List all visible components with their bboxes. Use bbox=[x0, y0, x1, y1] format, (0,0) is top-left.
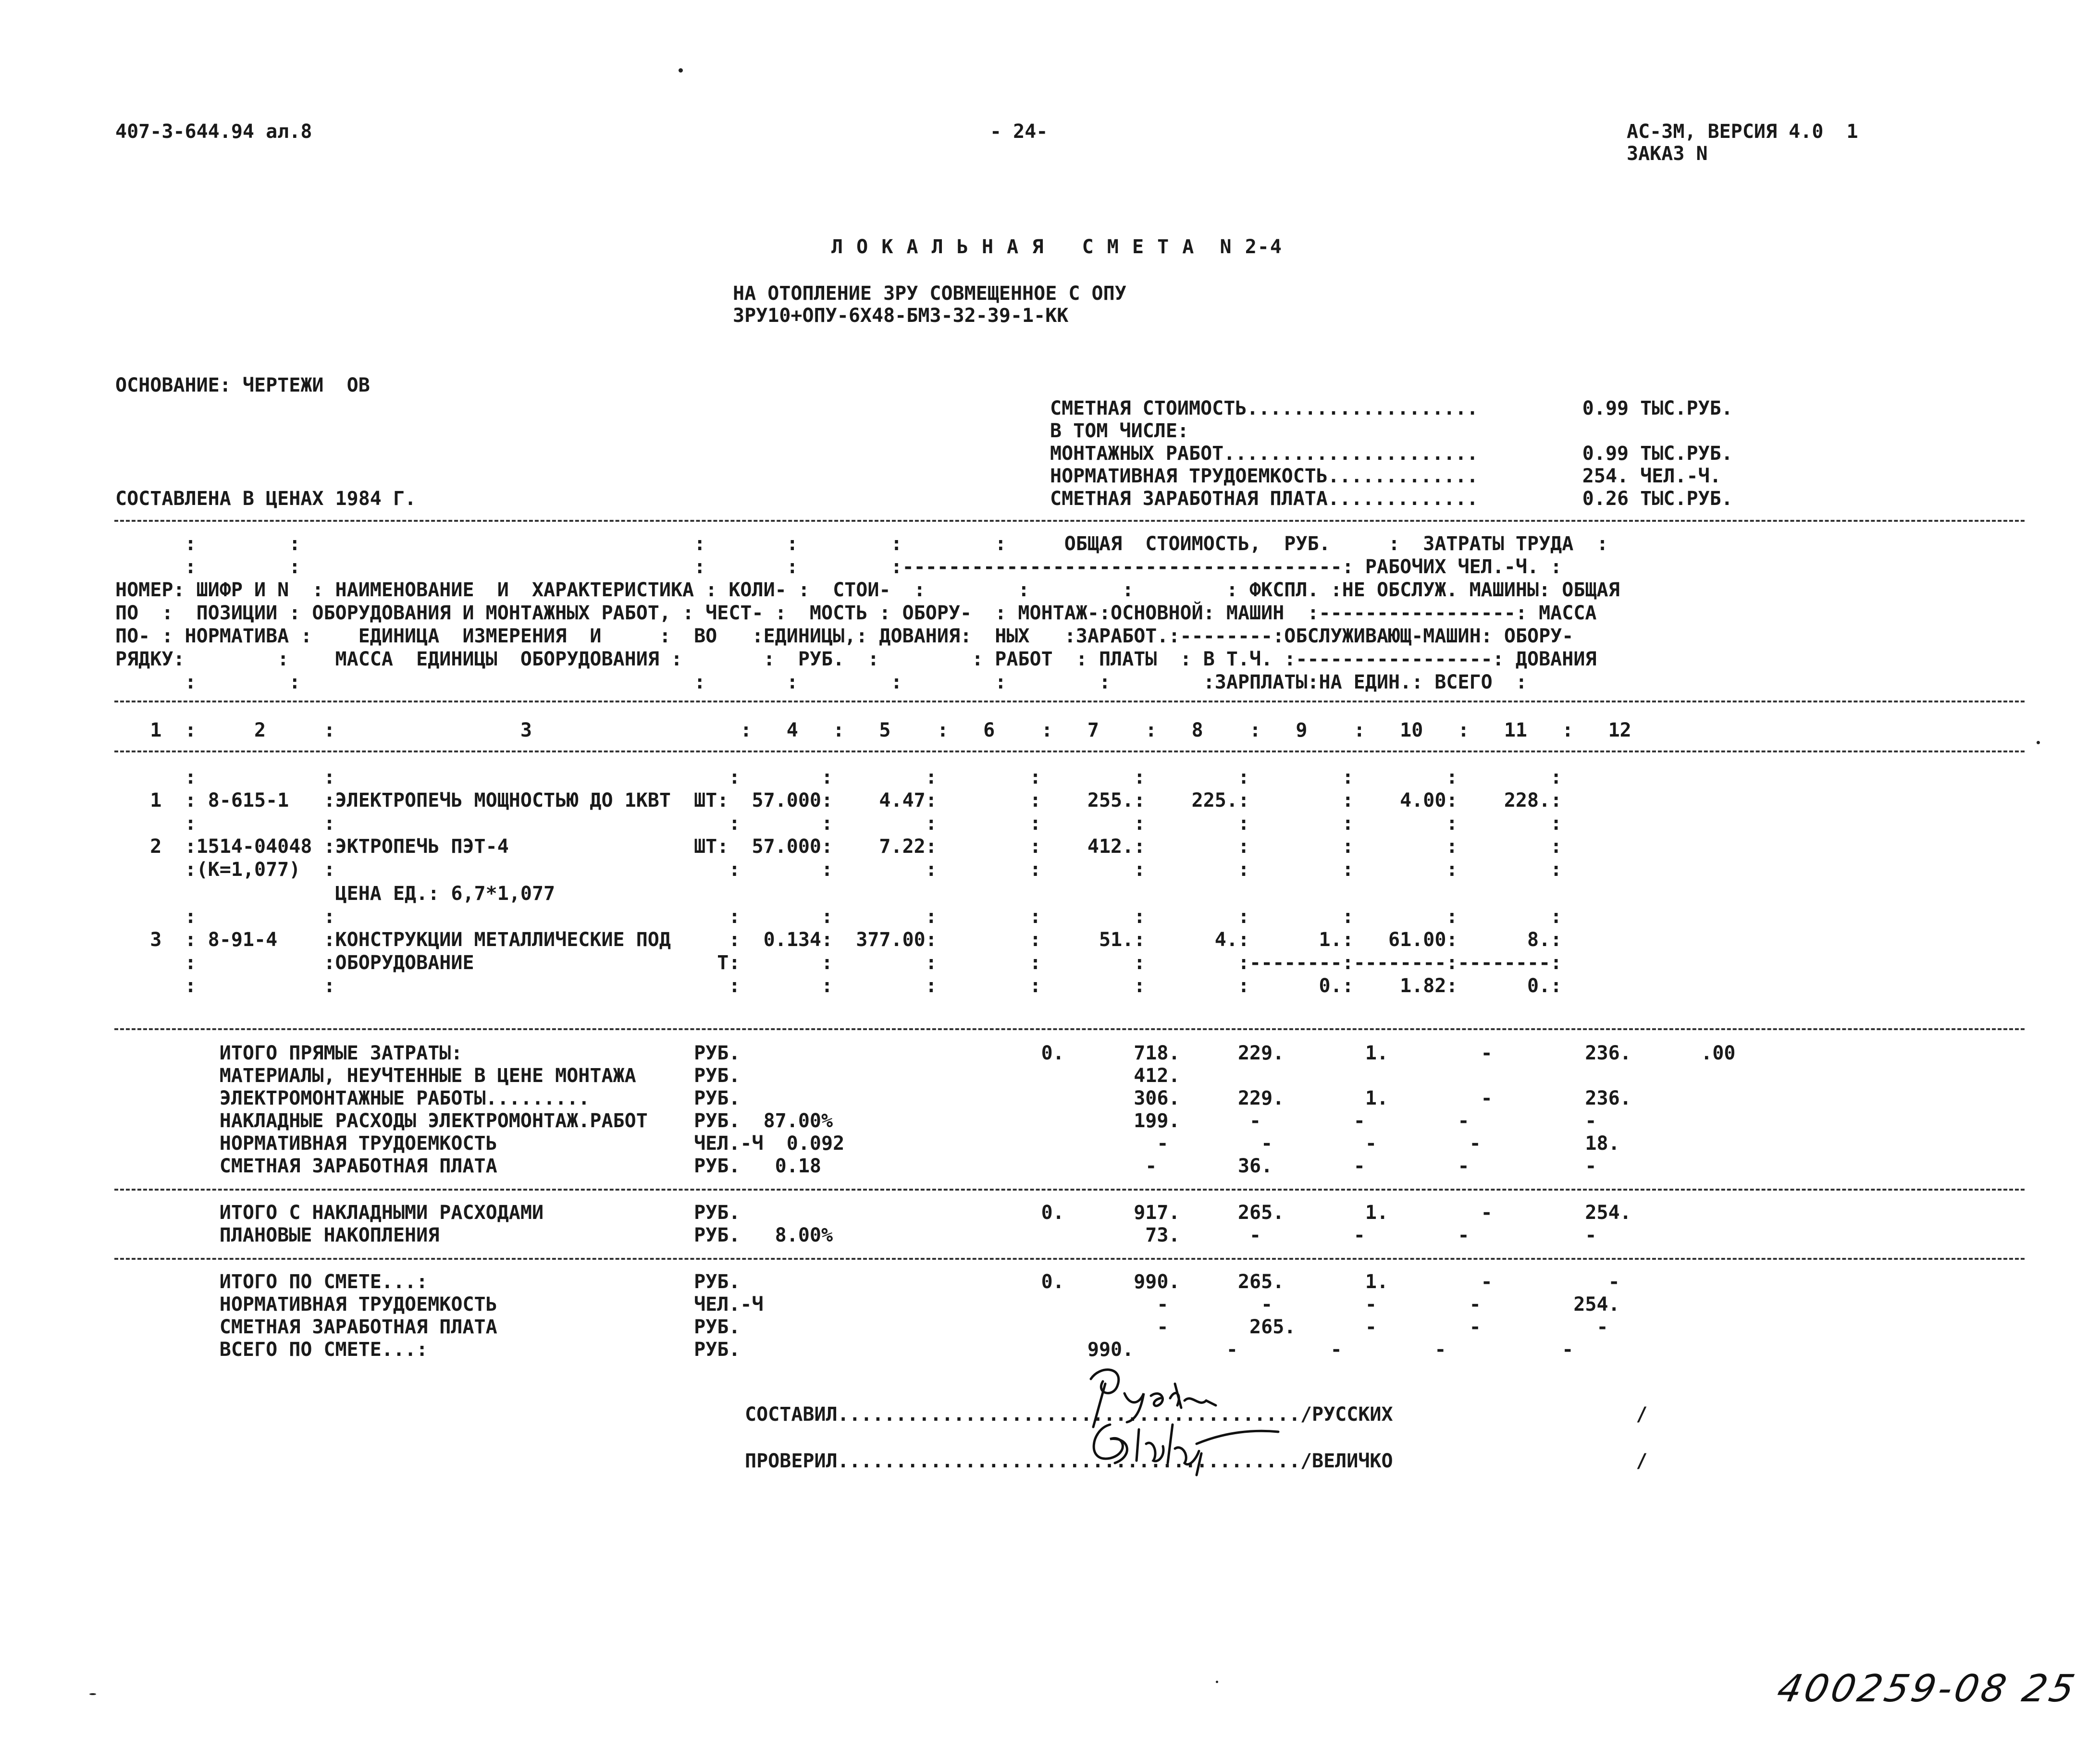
table-row: 1 : 8-615-1 :ЭЛЕКТРОПЕЧЬ МОЩНОСТЬЮ ДО 1КВТ ШТ: 57.000: 4.47: : 255.: 225.: : 4.00: 228.: bbox=[115, 789, 1562, 812]
totals-row: НАКЛАДНЫЕ РАСХОДЫ ЭЛЕКТРОМОНТАЖ.РАБОТ РУБ. 87.00% 199. - - - - bbox=[115, 1110, 1597, 1132]
totals-row: ПЛАНОВЫЕ НАКОПЛЕНИЯ РУБ. 8.00% 73. - - - - bbox=[115, 1224, 1597, 1246]
checked-by-line: ПРОВЕРИЛ......................................../ВЕЛИЧКО / bbox=[745, 1450, 1648, 1472]
scan-speck bbox=[679, 68, 683, 73]
prices-year-line: СОСТАВЛЕНА В ЦЕНАХ 1984 Г. bbox=[115, 488, 417, 510]
totals-row: СМЕТНАЯ ЗАРАБОТНАЯ ПЛАТА РУБ. - 265. - - - bbox=[115, 1316, 1608, 1338]
totals-row: НОРМАТИВНАЯ ТРУДОЕМКОСТЬ ЧЕЛ.-Ч 0.092 - - - - 18. bbox=[115, 1132, 1620, 1155]
table-row: ЦЕНА ЕД.: 6,7*1,077 bbox=[115, 883, 556, 905]
table-row: : : : : : : : : : : : bbox=[115, 766, 1562, 788]
totals-row: ВСЕГО ПО СМЕТЕ...: РУБ. 990. - - - - bbox=[115, 1339, 1574, 1361]
table-row: 3 : 8-91-4 :КОНСТРУКЦИИ МЕТАЛЛИЧЕСКИЕ ПОД : 0.134: 377.00: : 51.: 4.: 1.: 61.00: 8.: bbox=[115, 929, 1562, 951]
rule-totals-2 bbox=[114, 1258, 2025, 1260]
checker-signature bbox=[1081, 1410, 1283, 1485]
totals-row: ИТОГО С НАКЛАДНЫМИ РАСХОДАМИ РУБ. 0. 917. 265. 1. - 254. bbox=[115, 1202, 1631, 1224]
table-header-row: : : : : : : : :ЗАРПЛАТЫ:НА ЕДИН.: ВСЕГО : bbox=[115, 671, 1528, 693]
basis-line: ОСНОВАНИЕ: ЧЕРТЕЖИ ОВ bbox=[115, 374, 370, 396]
document-code: 407-3-644.94 ал.8 bbox=[115, 121, 312, 143]
summary-installation: МОНТАЖНЫХ РАБОТ...................... 0.99 ТЫС.РУБ. bbox=[1050, 443, 1733, 465]
table-header-row: РЯДКУ: : МАССА ЕДИНИЦЫ ОБОРУДОВАНИЯ : : РУБ. : : РАБОТ : ПЛАТЫ : В Т.Ч. :-----------------: ДОВАНИЯ bbox=[115, 648, 1597, 670]
rule-items-bottom bbox=[114, 1028, 2025, 1030]
table-header-row: : : : : : : ОБЩАЯ СТОИМОСТЬ, РУБ. : ЗАТРАТЫ ТРУДА : bbox=[115, 533, 1608, 555]
summary-cost: СМЕТНАЯ СТОИМОСТЬ.................... 0.99 ТЫС.РУБ. bbox=[1050, 397, 1733, 419]
estimate-title: Л О К А Л Ь Н А Я С М Е Т А N 2-4 bbox=[831, 236, 1283, 258]
totals-row: ИТОГО ПО СМЕТЕ...: РУБ. 0. 990. 265. 1. - - bbox=[115, 1271, 1620, 1293]
table-row: : : : : : : : : : : : bbox=[115, 812, 1562, 835]
scan-speck bbox=[89, 1693, 96, 1695]
table-header-row: ПО- : НОРМАТИВА : ЕДИНИЦА ИЗМЕРЕНИЯ И : ВО :ЕДИНИЦЫ,: ДОВАНИЯ: НЫХ :ЗАРАБОТ.:--------:ОБСЛУЖИВАЮЩ-МАШИН: ОБОРУ- bbox=[115, 625, 1574, 647]
system-version: АС-3М, ВЕРСИЯ 4.0 1 bbox=[1627, 121, 1858, 143]
totals-row: ЭЛЕКТРОМОНТАЖНЫЕ РАБОТЫ......... РУБ. 306. 229. 1. - 236. bbox=[115, 1087, 1631, 1109]
table-row: : :ОБОРУДОВАНИЕ Т: : : : : :--------:--------:--------: bbox=[115, 952, 1562, 974]
compiled-by-line: СОСТАВИЛ......................................../РУССКИХ / bbox=[745, 1403, 1648, 1426]
rule-column-numbers bbox=[114, 750, 2025, 752]
totals-row: МАТЕРИАЛЫ, НЕУЧТЕННЫЕ В ЦЕНЕ МОНТАЖА РУБ. 412. bbox=[115, 1065, 1180, 1087]
totals-row: НОРМАТИВНАЯ ТРУДОЕМКОСТЬ ЧЕЛ.-Ч - - - - 254. bbox=[115, 1293, 1620, 1316]
estimate-object-code: ЗРУ10+ОПУ-6Х48-БМЗ-32-39-1-КК bbox=[733, 305, 1069, 327]
order-number: ЗАКАЗ N bbox=[1627, 143, 1708, 165]
scan-speck bbox=[1216, 1681, 1218, 1683]
table-header-row: НОМЕР: ШИФР И N : НАИМЕНОВАНИЕ И ХАРАКТЕРИСТИКА : КОЛИ- : СТОИ- : : : : ФКСПЛ. :НЕ ОБСЛУЖ. МАШИНЫ: ОБЩАЯ bbox=[115, 579, 1620, 601]
table-row: 2 :1514-04048 :ЭКТРОПЕЧЬ ПЭТ-4 ШТ: 57.000: 7.22: : 412.: : : : : bbox=[115, 836, 1562, 858]
totals-row: СМЕТНАЯ ЗАРАБОТНАЯ ПЛАТА РУБ. 0.18 - 36. - - - bbox=[115, 1155, 1597, 1177]
summary-including: В ТОМ ЧИСЛЕ: bbox=[1050, 420, 1189, 442]
table-row: :(К=1,077) : : : : : : : : : : bbox=[115, 859, 1562, 881]
archive-stamp: 400259-08 25 bbox=[1773, 1667, 2081, 1710]
summary-wages: СМЕТНАЯ ЗАРАБОТНАЯ ПЛАТА............. 0.26 ТЫС.РУБ. bbox=[1050, 488, 1733, 510]
page-number: - 24- bbox=[990, 121, 1048, 143]
rule-top bbox=[114, 520, 2025, 522]
scan-speck bbox=[2037, 741, 2040, 744]
estimate-subtitle: НА ОТОПЛЕНИЕ ЗРУ СОВМЕЩЕННОЕ С ОПУ bbox=[733, 283, 1126, 305]
table-header-row: ПО : ПОЗИЦИИ : ОБОРУДОВАНИЯ И МОНТАЖНЫХ РАБОТ, : ЧЕСТ- : МОСТЬ : ОБОРУ- : МОНТАЖ-:ОСНОВНОЙ: МАШИН :-----------------: МАССА bbox=[115, 602, 1597, 624]
table-row: : : : : : : : : : : : bbox=[115, 906, 1562, 928]
table-header-row: : : : : :--------------------------------------: РАБОЧИХ ЧЕЛ.-Ч. : bbox=[115, 556, 1562, 578]
column-numbers: 1 : 2 : 3 : 4 : 5 : 6 : 7 : 8 : 9 : 10 : 11 : 12 bbox=[115, 719, 1631, 741]
rule-header-bottom bbox=[114, 701, 2025, 702]
rule-totals-1 bbox=[114, 1189, 2025, 1191]
summary-labor: НОРМАТИВНАЯ ТРУДОЕМКОСТЬ............. 254. ЧЕЛ.-Ч. bbox=[1050, 465, 1721, 487]
totals-row: ИТОГО ПРЯМЫЕ ЗАТРАТЫ: РУБ. 0. 718. 229. 1. - 236. .00 bbox=[115, 1042, 1736, 1064]
table-row: : : : : : : : : 0.: 1.82: 0.: bbox=[115, 975, 1562, 997]
